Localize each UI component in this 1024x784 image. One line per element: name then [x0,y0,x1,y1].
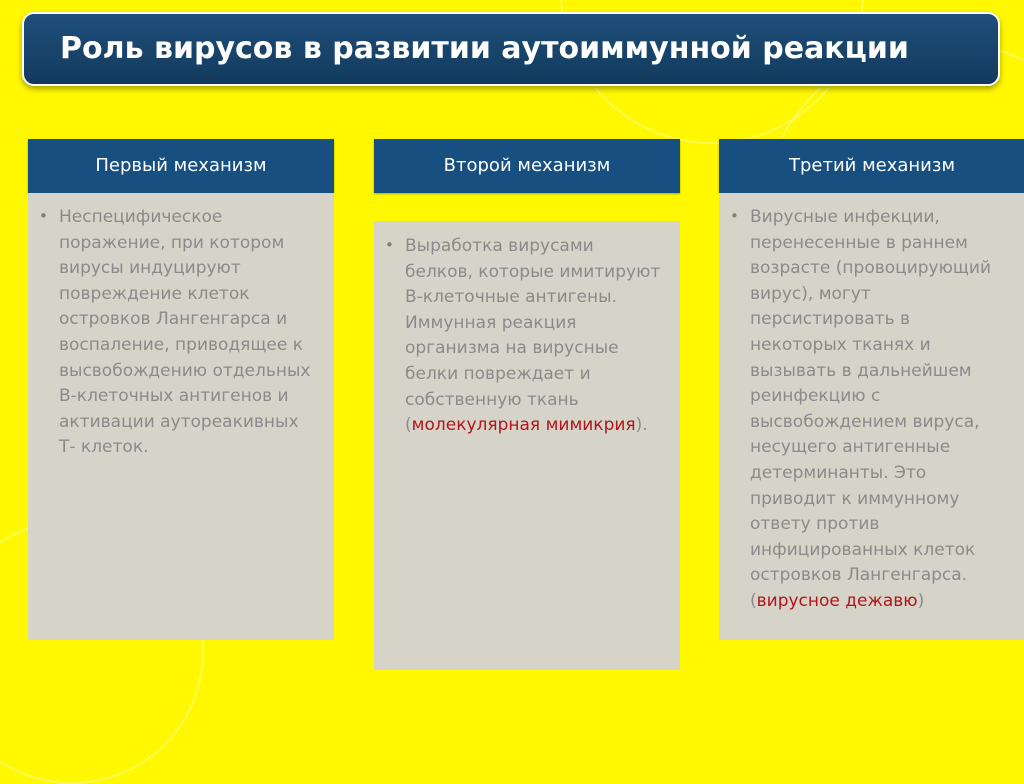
column-1-text: Неспецифическое поражение, при котором вирусы индуцируют повреждение клеток островков Лангенгарса и воспаление, приводящее к высвобождению отдельных В-клеточных антигенов и активации аутореакивных Т- клеток. [59,207,311,458]
column-3-text: Вирусные инфекции, перенесенные в раннем возрасте (провоцирующий вирус), могут персистировать в некоторых тканях и вызывать в дальнейшем реинфекцию с высвобождением вируса, несущего антигенные детерминанты. Это приводит к иммунному ответу против инфицированных клеток островков Лангенгарса. ( [750,207,992,611]
bullet-icon: • [39,207,48,225]
column-2-text: Выработка вирусами белков, которые имитируют В-клеточные антигены. Иммунная реакция организма на вирусные белки повреждает и собственную ткань ( [405,236,661,436]
column-2-body [374,221,680,670]
column-2-header: Второй механизм [374,139,680,193]
slide-title: Роль вирусов в развитии аутоиммунной реакции [22,12,1000,86]
bullet-icon: • [730,207,739,225]
column-1-header: Первый механизм [28,139,334,193]
column-3-item [719,205,1003,615]
column-3-highlight: вирусное дежавю [756,590,918,611]
column-2-item [374,234,662,439]
column-2-highlight: молекулярная мимикрия [411,415,636,436]
column-1-item [28,205,316,461]
column-3-body [719,193,1024,640]
column-2-text-end: ). [635,415,648,436]
column-3-text-end: ) [917,590,925,611]
column-3-header: Третий механизм [719,139,1024,193]
bullet-icon: • [385,236,394,254]
column-1-body [28,193,334,640]
